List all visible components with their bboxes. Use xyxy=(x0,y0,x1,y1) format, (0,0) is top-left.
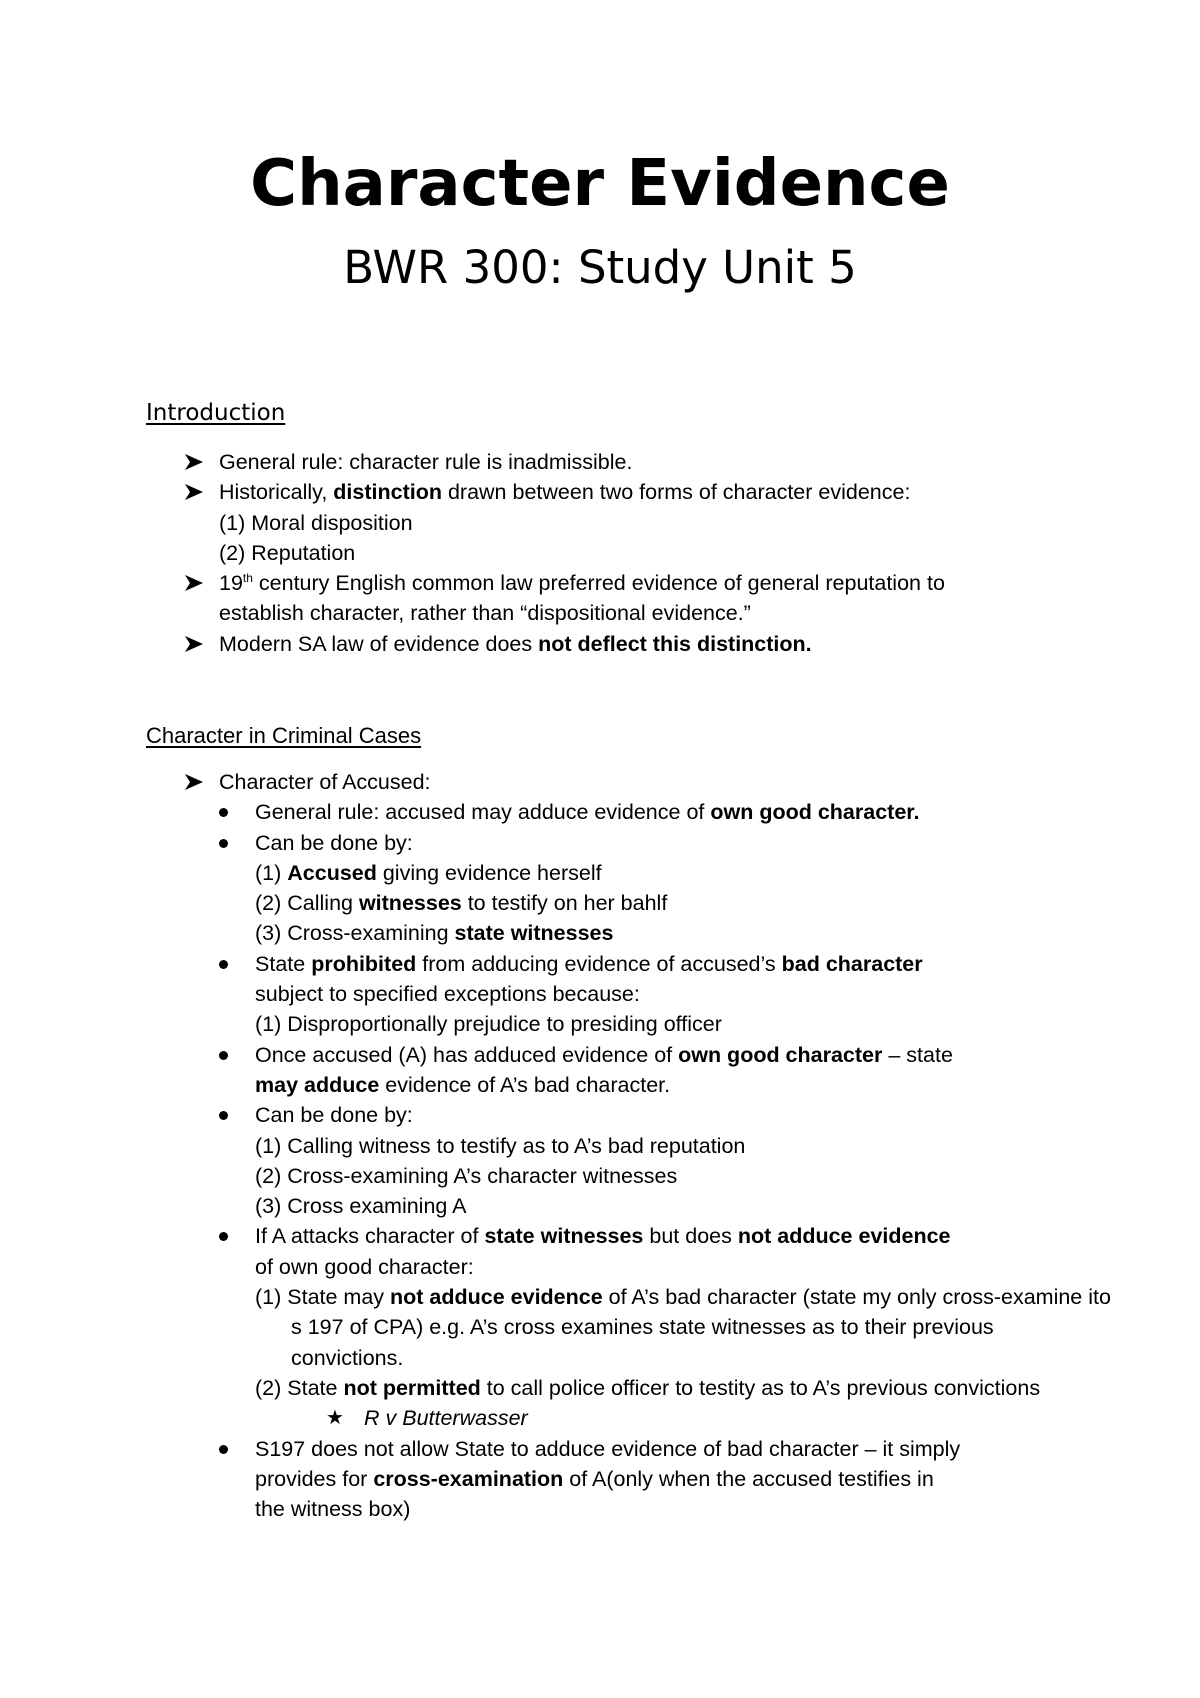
star-icon: ★ xyxy=(326,1407,344,1430)
list-continuation: establish character, rather than “dispositional evidence.” xyxy=(219,601,751,626)
list-subitem: (3) Cross examining A xyxy=(255,1194,467,1219)
bullet-dot-icon xyxy=(219,1232,228,1241)
arrow-bullet-icon xyxy=(184,635,204,653)
list-subitem: (3) Cross-examining state witnesses xyxy=(255,921,614,946)
list-continuation: of own good character: xyxy=(255,1254,474,1279)
list-item: Once accused (A) has adduced evidence of own good character – state xyxy=(146,1040,1106,1070)
list-subitem: (2) Calling witnesses to testify on her bahlf xyxy=(255,891,668,916)
list-item: S197 does not allow State to adduce evidence of bad character – it simply xyxy=(146,1434,1106,1464)
list-item: 19th century English common law preferred evidence of general reputation to xyxy=(146,568,1106,598)
arrow-bullet-icon xyxy=(184,483,204,501)
list-subitem: (2) Cross-examining A’s character witnesses xyxy=(255,1163,678,1188)
bullet-dot-icon xyxy=(219,1051,228,1060)
bullet-dot-icon xyxy=(219,1111,228,1120)
list-item: General rule: accused may adduce evidence of own good character. xyxy=(146,797,1106,827)
bullet-dot-icon xyxy=(219,808,228,817)
introduction-list xyxy=(146,447,1106,659)
page-subtitle: BWR 300: Study Unit 5 xyxy=(343,241,857,294)
arrow-bullet-icon xyxy=(184,453,204,471)
bullet-dot-icon xyxy=(219,1445,228,1454)
list-item: State prohibited from adducing evidence of accused’s bad character xyxy=(146,949,1106,979)
list-subitem: (1) Accused giving evidence herself xyxy=(255,860,602,885)
list-item: If A attacks character of state witnesses but does not adduce evidence xyxy=(146,1221,1106,1251)
list-item: Modern SA law of evidence does not deflect this distinction. xyxy=(146,629,1106,659)
list-continuation: provides for cross-examination of A(only when the accused testifies in xyxy=(255,1466,934,1491)
introduction-heading: Introduction xyxy=(146,400,286,426)
list-item: Can be done by: xyxy=(146,1100,1106,1130)
list-subitem: (1) State may not adduce evidence of A’s bad character (state my only cross-examine ito s 197 of CPA) e.g. A’s cross examines state witnesses as to their previous convictions. xyxy=(255,1285,1111,1370)
list-item: Historically, distinction drawn between two forms of character evidence: xyxy=(146,477,1106,507)
list-subitem: (1) Calling witness to testify as to A’s bad reputation xyxy=(255,1133,746,1158)
list-subitem: (2) Reputation xyxy=(219,540,356,565)
bullet-dot-icon xyxy=(219,839,228,848)
list-subitem: (2) State not permitted to call police officer to testity as to A’s previous convictions xyxy=(255,1375,1041,1400)
criminal-cases-heading: Character in Criminal Cases xyxy=(146,723,422,748)
list-item: General rule: character rule is inadmissible. xyxy=(146,447,1106,477)
list-continuation: may adduce evidence of A’s bad character. xyxy=(255,1072,671,1097)
list-subitem: (1) Disproportionally prejudice to presiding officer xyxy=(255,1012,722,1037)
list-subitem: (1) Moral disposition xyxy=(219,510,413,535)
bullet-dot-icon xyxy=(219,960,228,969)
list-continuation: subject to specified exceptions because: xyxy=(255,982,640,1007)
case-reference: ★ R v Butterwasser xyxy=(146,1403,1106,1433)
page-title: Character Evidence xyxy=(250,147,950,221)
list-continuation: the witness box) xyxy=(255,1497,411,1522)
list-item: Can be done by: xyxy=(146,828,1106,858)
arrow-bullet-icon xyxy=(184,574,204,592)
arrow-bullet-icon xyxy=(184,773,204,791)
list-item: Character of Accused: xyxy=(146,767,1106,797)
criminal-cases-list xyxy=(146,767,1111,1524)
